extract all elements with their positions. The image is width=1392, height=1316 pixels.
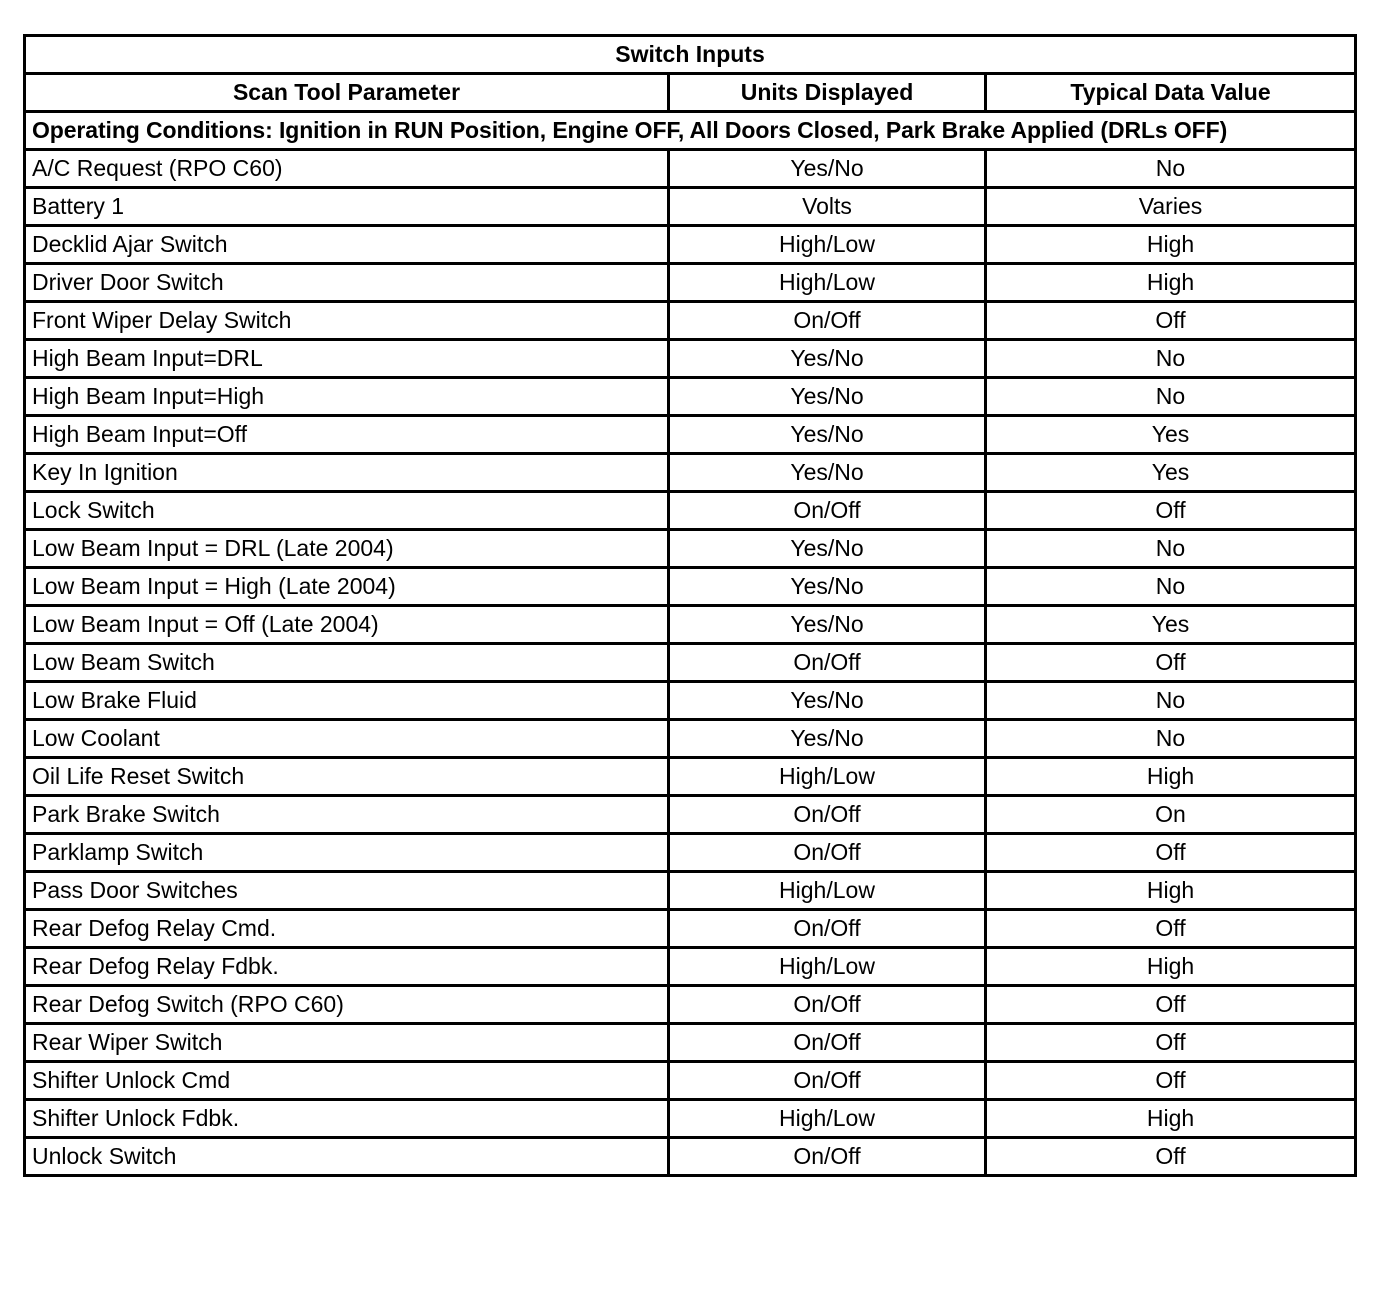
cell-units-displayed: On/Off [669,986,986,1024]
cell-units-displayed: On/Off [669,834,986,872]
cell-typical-data-value: Varies [986,188,1356,226]
cell-units-displayed: Volts [669,188,986,226]
cell-units-displayed: Yes/No [669,150,986,188]
cell-scan-tool-parameter: Low Beam Switch [25,644,669,682]
cell-units-displayed: On/Off [669,796,986,834]
cell-scan-tool-parameter: Park Brake Switch [25,796,669,834]
table-row [25,986,1356,1024]
table-row [25,644,1356,682]
cell-typical-data-value: Off [986,644,1356,682]
cell-scan-tool-parameter: Oil Life Reset Switch [25,758,669,796]
table-row [25,910,1356,948]
table-row [25,226,1356,264]
cell-units-displayed: On/Off [669,492,986,530]
cell-typical-data-value: On [986,796,1356,834]
cell-typical-data-value: High [986,226,1356,264]
table-row [25,834,1356,872]
operating-conditions-row [25,112,1356,150]
cell-scan-tool-parameter: Low Brake Fluid [25,682,669,720]
cell-units-displayed: Yes/No [669,682,986,720]
table-row [25,264,1356,302]
cell-units-displayed: On/Off [669,1024,986,1062]
cell-typical-data-value: High [986,758,1356,796]
cell-scan-tool-parameter: Driver Door Switch [25,264,669,302]
cell-scan-tool-parameter: Front Wiper Delay Switch [25,302,669,340]
table-row [25,454,1356,492]
cell-scan-tool-parameter: Low Beam Input = DRL (Late 2004) [25,530,669,568]
cell-units-displayed: High/Low [669,264,986,302]
table-row [25,492,1356,530]
table-row [25,1100,1356,1138]
cell-units-displayed: Yes/No [669,568,986,606]
table-row [25,378,1356,416]
table-row [25,1024,1356,1062]
table-title: Switch Inputs [25,36,1356,74]
cell-typical-data-value: Yes [986,606,1356,644]
cell-scan-tool-parameter: High Beam Input=DRL [25,340,669,378]
table-body [25,150,1356,1176]
cell-scan-tool-parameter: Unlock Switch [25,1138,669,1176]
table-row [25,302,1356,340]
cell-scan-tool-parameter: Decklid Ajar Switch [25,226,669,264]
cell-units-displayed: Yes/No [669,530,986,568]
table-row [25,606,1356,644]
cell-typical-data-value: Off [986,492,1356,530]
table-row [25,720,1356,758]
cell-scan-tool-parameter: High Beam Input=High [25,378,669,416]
cell-typical-data-value: High [986,948,1356,986]
cell-units-displayed: High/Low [669,1100,986,1138]
cell-scan-tool-parameter: Rear Wiper Switch [25,1024,669,1062]
cell-typical-data-value: Yes [986,416,1356,454]
table-header-row [25,74,1356,112]
cell-scan-tool-parameter: Rear Defog Switch (RPO C60) [25,986,669,1024]
cell-units-displayed: Yes/No [669,378,986,416]
operating-conditions: Operating Conditions: Ignition in RUN Position, Engine OFF, All Doors Closed, Park Brake Applied (DRLs OFF) [25,112,1356,150]
cell-units-displayed: On/Off [669,644,986,682]
table-row [25,796,1356,834]
cell-typical-data-value: No [986,682,1356,720]
cell-units-displayed: Yes/No [669,416,986,454]
table-row [25,150,1356,188]
header-units-displayed: Units Displayed [669,74,986,112]
cell-scan-tool-parameter: Low Beam Input = High (Late 2004) [25,568,669,606]
cell-scan-tool-parameter: Low Beam Input = Off (Late 2004) [25,606,669,644]
cell-scan-tool-parameter: Key In Ignition [25,454,669,492]
cell-units-displayed: Yes/No [669,720,986,758]
cell-units-displayed: High/Low [669,948,986,986]
cell-scan-tool-parameter: Rear Defog Relay Fdbk. [25,948,669,986]
cell-typical-data-value: Off [986,1024,1356,1062]
table-row [25,1138,1356,1176]
cell-typical-data-value: No [986,530,1356,568]
table-row [25,530,1356,568]
cell-units-displayed: Yes/No [669,606,986,644]
cell-typical-data-value: No [986,720,1356,758]
cell-typical-data-value: High [986,264,1356,302]
cell-scan-tool-parameter: High Beam Input=Off [25,416,669,454]
cell-units-displayed: High/Low [669,226,986,264]
table-row [25,948,1356,986]
cell-units-displayed: High/Low [669,872,986,910]
cell-scan-tool-parameter: A/C Request (RPO C60) [25,150,669,188]
cell-scan-tool-parameter: Lock Switch [25,492,669,530]
table-row [25,568,1356,606]
cell-units-displayed: On/Off [669,302,986,340]
header-scan-tool-parameter: Scan Tool Parameter [25,74,669,112]
cell-units-displayed: On/Off [669,1062,986,1100]
table-row [25,416,1356,454]
table-row [25,340,1356,378]
cell-units-displayed: On/Off [669,910,986,948]
cell-typical-data-value: No [986,568,1356,606]
cell-typical-data-value: Off [986,986,1356,1024]
table-title-row [25,36,1356,74]
cell-typical-data-value: No [986,150,1356,188]
cell-typical-data-value: Off [986,910,1356,948]
cell-scan-tool-parameter: Rear Defog Relay Cmd. [25,910,669,948]
switch-inputs-table [23,34,1357,1177]
cell-typical-data-value: Off [986,1138,1356,1176]
cell-scan-tool-parameter: Pass Door Switches [25,872,669,910]
cell-scan-tool-parameter: Parklamp Switch [25,834,669,872]
cell-typical-data-value: Off [986,302,1356,340]
cell-typical-data-value: No [986,340,1356,378]
cell-scan-tool-parameter: Shifter Unlock Cmd [25,1062,669,1100]
cell-units-displayed: Yes/No [669,340,986,378]
switch-inputs-table-container [23,34,1357,1177]
table-row [25,1062,1356,1100]
header-typical-data-value: Typical Data Value [986,74,1356,112]
cell-scan-tool-parameter: Shifter Unlock Fdbk. [25,1100,669,1138]
cell-typical-data-value: High [986,872,1356,910]
cell-typical-data-value: Off [986,1062,1356,1100]
cell-scan-tool-parameter: Battery 1 [25,188,669,226]
table-row [25,758,1356,796]
cell-units-displayed: On/Off [669,1138,986,1176]
table-row [25,872,1356,910]
cell-typical-data-value: No [986,378,1356,416]
cell-units-displayed: Yes/No [669,454,986,492]
table-row [25,188,1356,226]
cell-units-displayed: High/Low [669,758,986,796]
cell-typical-data-value: High [986,1100,1356,1138]
cell-scan-tool-parameter: Low Coolant [25,720,669,758]
table-row [25,682,1356,720]
cell-typical-data-value: Yes [986,454,1356,492]
cell-typical-data-value: Off [986,834,1356,872]
